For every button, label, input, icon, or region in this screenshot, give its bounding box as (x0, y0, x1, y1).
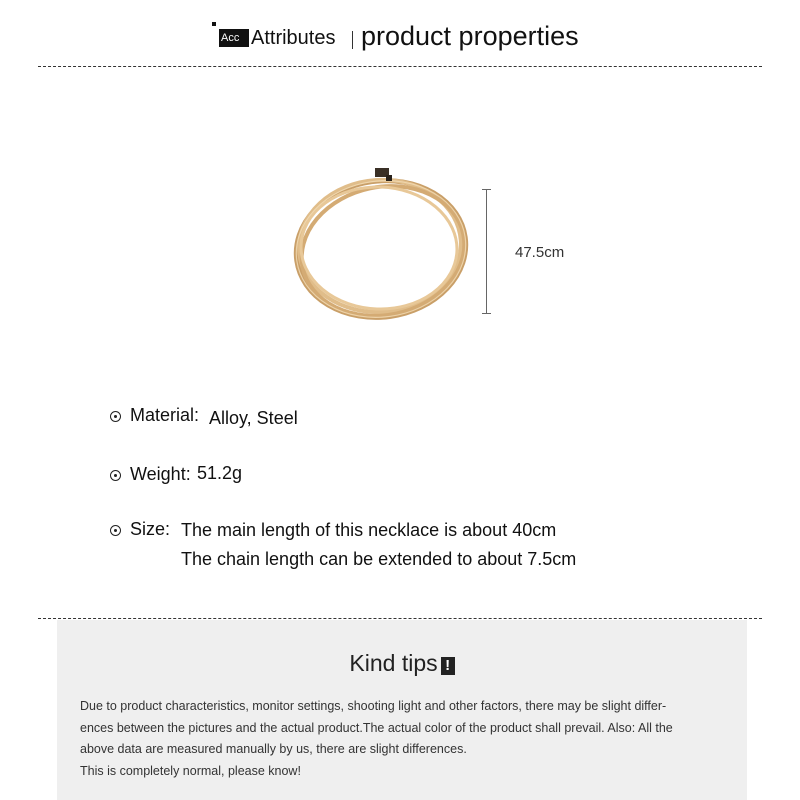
tips-title: Kind tips (349, 650, 438, 676)
necklace-image (288, 160, 478, 330)
size-label: Size: (130, 519, 171, 539)
attributes-label: Attributes (251, 27, 336, 49)
page-title: product properties (361, 21, 579, 51)
size-line-1: The main length of this necklace is about 40cm (181, 520, 557, 540)
target-bullet-icon (110, 470, 121, 481)
measure-cap-top (482, 189, 491, 190)
weight-label: Weight: (130, 464, 191, 484)
size-line-2: The chain length can be extended to about 7.5cm (181, 549, 577, 569)
warning-icon: ! (441, 657, 455, 675)
material-label: Material: (130, 405, 200, 425)
tips-heading (57, 650, 747, 677)
page-header (0, 18, 800, 58)
material-value: Alloy, Steel (209, 408, 298, 428)
top-divider (38, 66, 762, 67)
tips-line: above data are measured manually by us, there are slight differences. (80, 742, 467, 756)
bottom-divider (38, 618, 762, 619)
measurement-label: 47.5cm (515, 244, 565, 261)
target-bullet-icon (110, 411, 121, 422)
header-separator (352, 31, 353, 49)
measure-line (486, 189, 487, 314)
kind-tips-panel (57, 620, 747, 800)
header-mark (212, 22, 216, 26)
target-bullet-icon (110, 525, 121, 536)
tips-line: Due to product characteristics, monitor settings, shooting light and other factors, there may be slight differ- (80, 699, 667, 713)
weight-value: 51.2g (197, 463, 243, 483)
acc-badge: Acc (219, 29, 249, 47)
tips-body (80, 696, 732, 782)
tips-line: ences between the pictures and the actual product.The actual color of the product shall prevail. Also: All the (80, 720, 673, 735)
tips-line: This is completely normal, please know! (80, 763, 301, 778)
measure-cap-bottom (482, 313, 491, 314)
